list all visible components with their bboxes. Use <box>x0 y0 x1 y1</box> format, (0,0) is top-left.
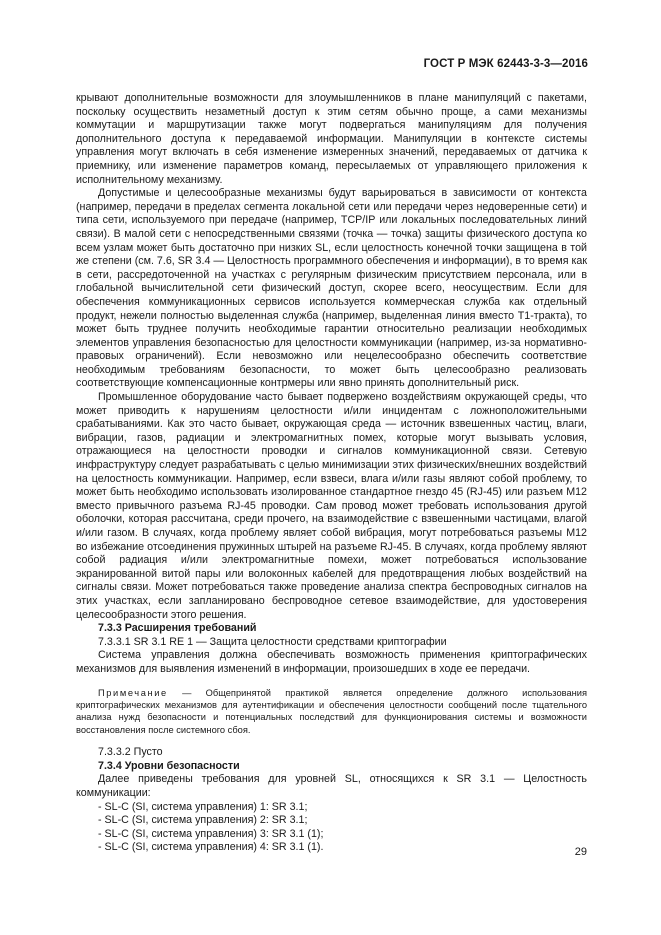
section-heading-7-3-4: 7.3.4 Уровни безопасности <box>98 759 240 772</box>
section-heading-7-3-3: 7.3.3 Расширения требований <box>98 622 257 635</box>
page-number: 29 <box>574 846 587 858</box>
security-level-item: - SL-C (SI, система управления) 1: SR 3.1; <box>98 801 587 815</box>
paragraph-mechanisms: Допустимые и целесообразные механизмы будут варьироваться в зависимости от контекста (например, передачи в пределах сегмента локальной сети или передачи через недоверенные сети) и типа сети, используемого при передаче (например, TCP/IP или локальных последовательных линий связи). В малой сети с непосредственными связями (точка — точка) защиты физического доступа ко всем узлам может быть достаточно при низких SL, если целостность конечной точки защищена в той же степени (см. 7.6, SR 3.4 — Целостность программного обеспечения и информации), в то время как в сети, рассредоточенной на участках с регулярным физическим присутствием персонала, или в глобальной вычислительной сети физический доступ, скорее всего, неосуществим. Если для обеспечения коммуникационных сервисов используется коммерческая служба как отдельный продукт, нежели полностью выделенная служба (например, выделенная линия вместо T1-тракта), то может быть труднее получить необходимые гарантии относительно реализации необходимых элементов управления безопасностью для целостности коммуникации (например, из-за нормативно-правовых ограничений). Если невозможно или нецелесообразно обеспечить соответствие необходимым требованиям безопасности, то может быть целесообразно реализовать соответствующие компенсационные контрмеры или явно принять дополнительный риск. <box>76 187 587 390</box>
security-level-item: - SL-C (SI, система управления) 4: SR 3.1 (1). <box>98 841 587 855</box>
page-body <box>76 92 587 855</box>
paragraph-industrial-equipment: Промышленное оборудование часто бывает подвержено воздействиям окружающей среды, что может приводить к нарушениям целостности и/или инцидентам с ложноположительными срабатываниями. Как это часто бывает, окружающая среда — источник взвешенных частиц, влаги, вибрации, газов, радиации и электромагнитных помех, которые могут вызывать условия, отражающиеся на целостности проводки и сигналов коммуникационной связи. Сетевую инфраструктуру следует разрабатывать с целью минимизации этих физических/внешних воздействий на целостность коммуникации. Например, если взвеси, влага и/или газы являют собой проблему, то может быть необходимо использовать изолированное стандартное гнездо 45 (RJ-45) или разъем M12 вместо привычного разъема RJ-45 проводки. Сам провод может требовать использования другой оболочки, которая рассчитана, среди прочего, на взаимодействие с взвешенными частицами, влагой и/или газом. В случаях, когда проблему являет собой вибрация, могут потребоваться разъемы M12 во избежание отсоединения пружинных штырей на разъеме RJ-45. В случаях, когда проблему являют собой радиация и/или электромагнитные помехи, может потребоваться использование экранированной витой пары или волоконных кабелей для предотвращения любых воздействий на сигналы связи. Может потребоваться также проведение анализа спектра беспроводных сигналов на этих участках, если запланировано беспроводное сетевое взаимодействие, для удостоверения целесообразности этого решения. <box>76 391 587 621</box>
security-levels-list <box>76 801 587 855</box>
paragraph-continuation: крывают дополнительные возможности для злоумышленников в плане манипуляций с пакетами, поскольку осуществить незаметный доступ к этим сетям обычно проще, а сами механизмы коммутации и маршрутизации также могут подвергаться манипуляциям для получения дополнительного доступа к передаваемой информации. Манипуляции в контексте системы управления могут включать в себя изменение измеренных значений, передаваемых от датчика к приемнику, или изменение параметров команд, пересылаемых от управляющего приложения к исполнительному механизму. <box>76 92 587 186</box>
requirement-enhancement-body: Система управления должна обеспечивать возможность применения криптографических механизмов для выявления изменений в информации, произошедших в ходе ее передачи. <box>76 649 587 675</box>
note-paragraph <box>76 687 587 737</box>
requirement-enhancement-item: 7.3.3.1 SR 3.1 RE 1 — Защита целостности средствами криптографии <box>98 635 447 648</box>
empty-item-7-3-3-2: 7.3.3.2 Пусто <box>98 746 163 759</box>
security-level-item: - SL-C (SI, система управления) 3: SR 3.1 (1); <box>98 828 587 842</box>
security-levels-intro: Далее приведены требования для уровней SL, относящихся к SR 3.1 — Целостность коммуникации: <box>76 773 587 799</box>
security-level-item: - SL-C (SI, система управления) 2: SR 3.1; <box>98 814 587 828</box>
note-text: — Общепринятой практикой является определение должного использования криптографических механизмов для аутентификации и обеспечения целостности сообщений после тщательного анализа нужд безопасности и потенциальных последствий для функционирования системы и возможности восстановления после системного сбоя. <box>76 687 587 735</box>
note-label: Примечание <box>98 687 168 698</box>
standard-header: ГОСТ Р МЭК 62443-3-3—2016 <box>423 58 588 70</box>
spacer <box>76 736 587 746</box>
